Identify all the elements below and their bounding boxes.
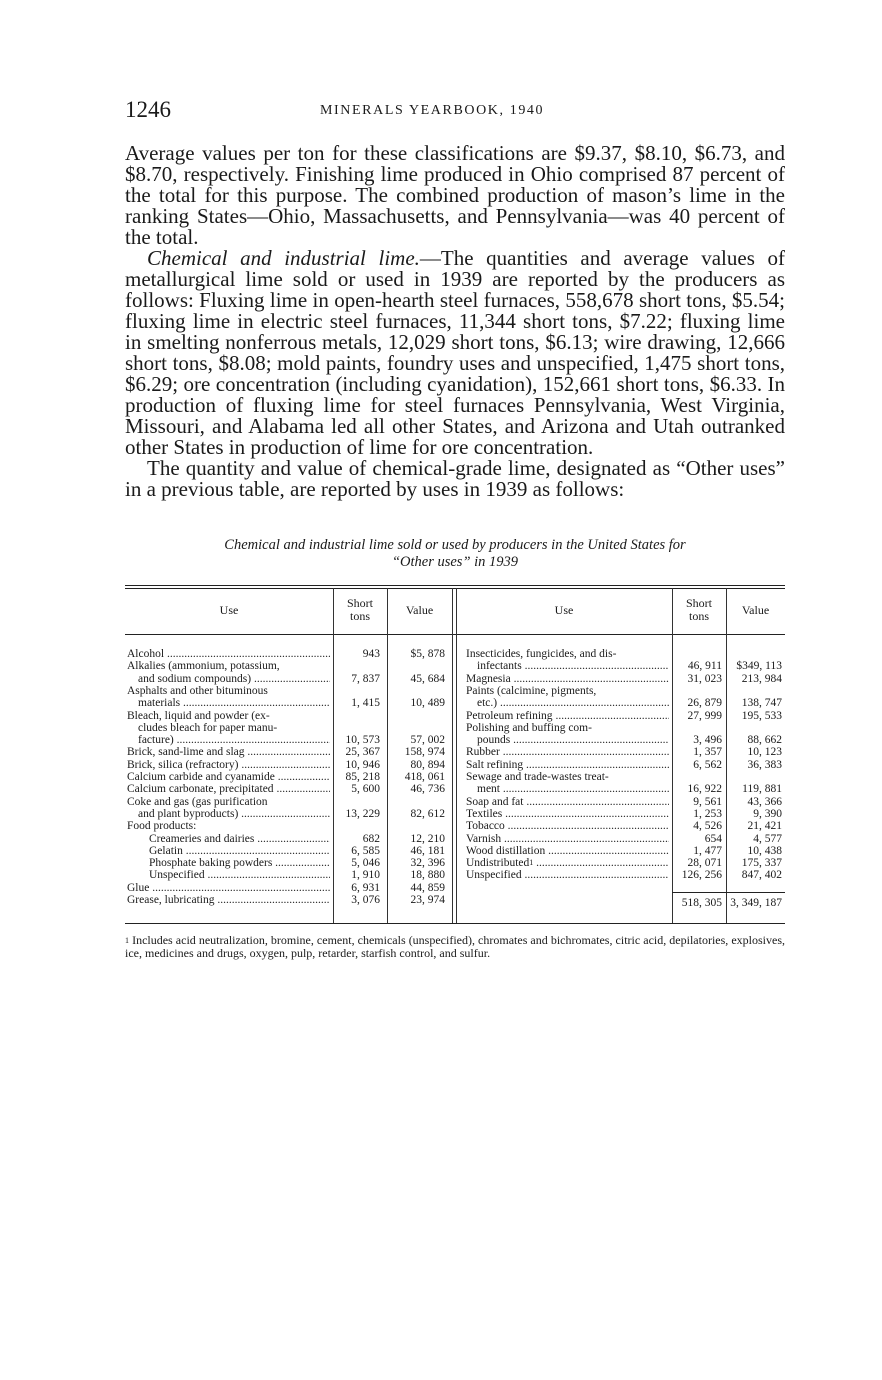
use-label: Tobacco [466,820,505,833]
short-tons-cell: 26, 879 [687,697,722,710]
table-caption [125,537,785,571]
use-cell [466,673,669,686]
use-label: Unspecified [149,869,205,882]
footnote-marker: 1 [125,936,129,945]
use-label: etc.) [477,697,498,710]
short-tons-cell: 85, 218 [345,771,380,783]
value-cell: 213, 984 [741,672,782,685]
table-row [125,710,785,723]
total-rule [672,892,785,893]
short-tons-cell: 1, 910 [351,869,380,882]
short-tons-cell: 682 [362,832,380,845]
short-tons-cell: 13, 229 [345,807,380,820]
use-label: Gelatin [149,844,183,857]
value-cell: $349, 113 [736,660,782,673]
value-cell: 158, 974 [404,746,445,759]
value-cell: 195, 533 [741,709,782,722]
page-header [125,97,785,127]
use-cell [466,808,669,821]
value-cell: 138, 747 [741,697,782,710]
table-row [125,722,785,735]
use-label: Wood distillation [466,844,546,857]
table-row [125,783,785,796]
use-cell [466,857,669,870]
total-row [125,897,785,910]
paragraph-2-text: —The quantities and average values of metallurgical lime sold or used in 1939 are reported by the producers as follows: Fluxing lime in open-hearth steel furnaces, 558,678 short tons, $5.54; fluxing lime in electric steel furnaces, 11,344 short tons, $7.22; fluxing lime in smelting nonferrous metals, 12,029 short tons, $6.13; wire drawing, 12,666 short tons, $8.08; mold paints, foundry uses and unspecified, 1,475 short tons, $6.29; ore concentration (including cyanidation), 152,661 short tons, $6.33. In production of fluxing lime for steel furnaces Pennsylvania, West Virginia, Missouri, and Alabama led all other States, and Arizona and Utah outranked other States in production of lime for ore concentration. [125,246,785,459]
table-row [125,673,785,686]
value-cell: 847, 402 [741,869,782,882]
table-row [125,648,785,661]
table-caption-line-1: Chemical and industrial lime sold or used by producers in the United States for [224,537,686,553]
use-label: infectants [477,660,522,673]
short-tons-cell: 9, 561 [693,795,722,808]
total-tons: 518, 305 [681,897,722,909]
short-tons-cell: 1, 357 [693,746,722,759]
use-label: Undistributed [466,857,530,870]
short-tons-cell: 7, 837 [351,672,380,685]
header-value-left: Value [405,603,434,617]
value-cell: 23, 974 [410,894,445,906]
paragraph-2 [125,248,785,458]
table-caption-line-2: “Other uses” in 1939 [391,554,519,570]
use-label: Creameries and dairies [149,832,255,845]
footnote [125,934,785,960]
use-label: Magnesia [466,672,511,685]
use-label: Brick, silica (refractory) [127,758,239,771]
value-cell: $5, 878 [410,648,445,660]
use-label: Calcium carbide and cyanamide [127,771,275,783]
table-row [125,845,785,858]
short-tons-cell: 46, 911 [687,660,722,673]
use-label: Salt refining [466,758,524,771]
header-short-tons-line-1: Short [346,596,373,610]
table-row [125,734,785,747]
value-cell: 10, 123 [747,746,782,759]
table-row [125,857,785,870]
use-cell [477,697,669,710]
table-row [125,697,785,710]
use-label: Alcohol [127,648,165,660]
use-cell [127,882,330,895]
value-cell: 18, 880 [410,869,445,882]
short-tons-cell: 27, 999 [687,709,722,722]
value-cell: 10, 438 [747,844,782,857]
short-tons-cell: 1, 253 [693,807,722,820]
table-row [125,660,785,673]
table-row [125,685,785,698]
header-short-tons-line-2: tons [349,609,370,623]
running-title: MINERALS YEARBOOK, 1940 [320,103,545,118]
use-cell [466,771,669,784]
table-row [125,869,785,882]
use-label: Food products: [127,820,197,833]
table-bottom-rule [125,923,785,924]
value-cell: 10, 489 [410,697,445,710]
value-cell: 12, 210 [410,832,445,845]
use-cell [466,710,669,723]
short-tons-cell: 1, 415 [351,697,380,710]
use-cell [466,820,669,833]
value-cell: 88, 662 [747,734,782,747]
value-cell: 46, 736 [410,783,445,796]
value-cell: 175, 337 [741,857,782,870]
short-tons-cell: 4, 526 [693,820,722,833]
use-label: Rubber [466,746,500,759]
short-tons-cell: 10, 573 [345,734,380,747]
use-label: cludes bleach for paper manu- [138,721,278,734]
value-cell: 82, 612 [410,807,445,820]
short-tons-cell: 10, 946 [345,758,380,771]
short-tons-cell: 943 [362,648,380,660]
use-label: Soap and fat [466,795,524,808]
value-cell: 43, 366 [747,795,782,808]
use-cell [466,845,669,858]
short-tons-cell: 16, 922 [687,783,722,796]
use-label: Brick, sand-lime and slag [127,746,245,759]
short-tons-cell: 6, 585 [351,844,380,857]
use-label: Petroleum refining [466,709,553,722]
use-cell [466,759,669,772]
use-label: Glue [127,881,150,894]
use-cell [466,796,669,809]
table-row [125,771,785,784]
use-cell [466,746,669,759]
short-tons-cell: 28, 071 [687,857,722,870]
header-short-tons-right [672,597,726,623]
value-cell: 9, 390 [753,807,782,820]
use-label: Unspecified [466,869,522,882]
use-label: Textiles [466,807,503,820]
use-label: Asphalts and other bituminous [127,684,268,697]
short-tons-cell: 6, 931 [351,881,380,894]
footnote-reference: 1 [529,858,534,868]
use-label: Calcium carbonate, precipitated [127,783,274,796]
use-cell [466,833,669,846]
use-label: and sodium compounds) [138,672,252,685]
body-text [125,143,785,500]
short-tons-cell: 126, 256 [681,869,722,882]
use-label: Insecticides, fungicides, and dis- [466,648,617,660]
footnote-text: Includes acid neutralization, bromine, cement, chemicals (unspecified), chromates and bichromates, citric acid, depilatories, explosives, ice, medicines and drugs, oxygen, pulp, retarder, starfish control, and sulfur. [125,933,786,960]
use-label: Bleach, liquid and powder (ex- [127,709,270,722]
short-tons-cell: 25, 367 [345,746,380,759]
table-row [125,746,785,759]
total-value: 3, 349, 187 [730,897,782,909]
value-cell: 418, 061 [404,771,445,783]
use-label: facture) [138,734,174,747]
use-cell [477,783,669,796]
use-label: Grease, lubricating [127,894,215,906]
header-value-right: Value [741,603,770,617]
use-label: pounds [477,734,511,747]
page-number: 1246 [125,97,171,122]
value-cell: 44, 859 [410,881,445,894]
value-cell: 119, 881 [742,783,782,796]
table-top-rule [125,585,785,586]
header-use-right: Use [554,603,574,617]
use-cell [466,648,669,661]
short-tons-cell: 3, 076 [351,894,380,906]
paragraph-3: The quantity and value of chemical-grade lime, designated as “Other uses” in a previous table, are reported by uses in 1939 as follows: [125,456,785,501]
value-cell: 21, 421 [747,820,782,833]
short-tons-cell: 654 [704,832,722,845]
value-cell: 46, 181 [410,844,445,857]
short-tons-cell: 31, 023 [687,672,722,685]
use-label: Sewage and trade-wastes treat- [466,771,609,783]
table-row [125,820,785,833]
value-cell: 80, 894 [410,758,445,771]
table-top-rule-inner [125,588,785,589]
use-label: Polishing and buffing com- [466,721,592,734]
table-row [125,796,785,809]
short-tons-cell: 6, 562 [693,758,722,771]
table-row [125,759,785,772]
header-short-tons-line-1: Short [685,596,712,610]
header-short-tons-line-2: tons [688,609,709,623]
use-cell [466,869,669,882]
value-cell: 32, 396 [410,857,445,870]
table-header-rule [125,634,785,635]
value-cell: 45, 684 [410,672,445,685]
use-label: ment [477,783,500,796]
paragraph-1: Average values per ton for these classifications are $9.37, $8.10, $6.73, and $8.70, respectively. Finishing lime produced in Ohio comprised 87 percent of the total for this purpose. The combined production of mason’s lime in the ranking States—Ohio, Massachusetts, and Pennsylvania—was 40 percent of the total. [125,141,785,249]
short-tons-cell: 3, 496 [693,734,722,747]
short-tons-cell: 5, 600 [351,783,380,796]
use-cell [477,660,669,673]
header-short-tons-left [333,597,387,623]
value-cell: 36, 383 [747,758,782,771]
use-label: Alkalies (ammonium, potassium, [127,660,280,673]
table-row [125,833,785,846]
value-cell: 57, 002 [410,734,445,747]
use-cell [477,734,669,747]
use-cell [466,685,669,698]
header-use-left: Use [219,603,239,617]
use-label: Paints (calcimine, pigments, [466,684,597,697]
use-cell [466,722,669,735]
value-cell: 4, 577 [753,832,782,845]
table-row [125,808,785,821]
short-tons-cell: 5, 046 [351,857,380,870]
use-label: and plant byproducts) [138,807,239,820]
paragraph-2-lead: Chemical and industrial lime. [147,246,420,270]
use-label: materials [138,697,181,710]
short-tons-cell: 1, 477 [693,844,722,857]
use-label: Varnish [466,832,502,845]
use-label: Coke and gas (gas purification [127,795,268,808]
use-label: Phosphate baking powders [149,857,273,870]
